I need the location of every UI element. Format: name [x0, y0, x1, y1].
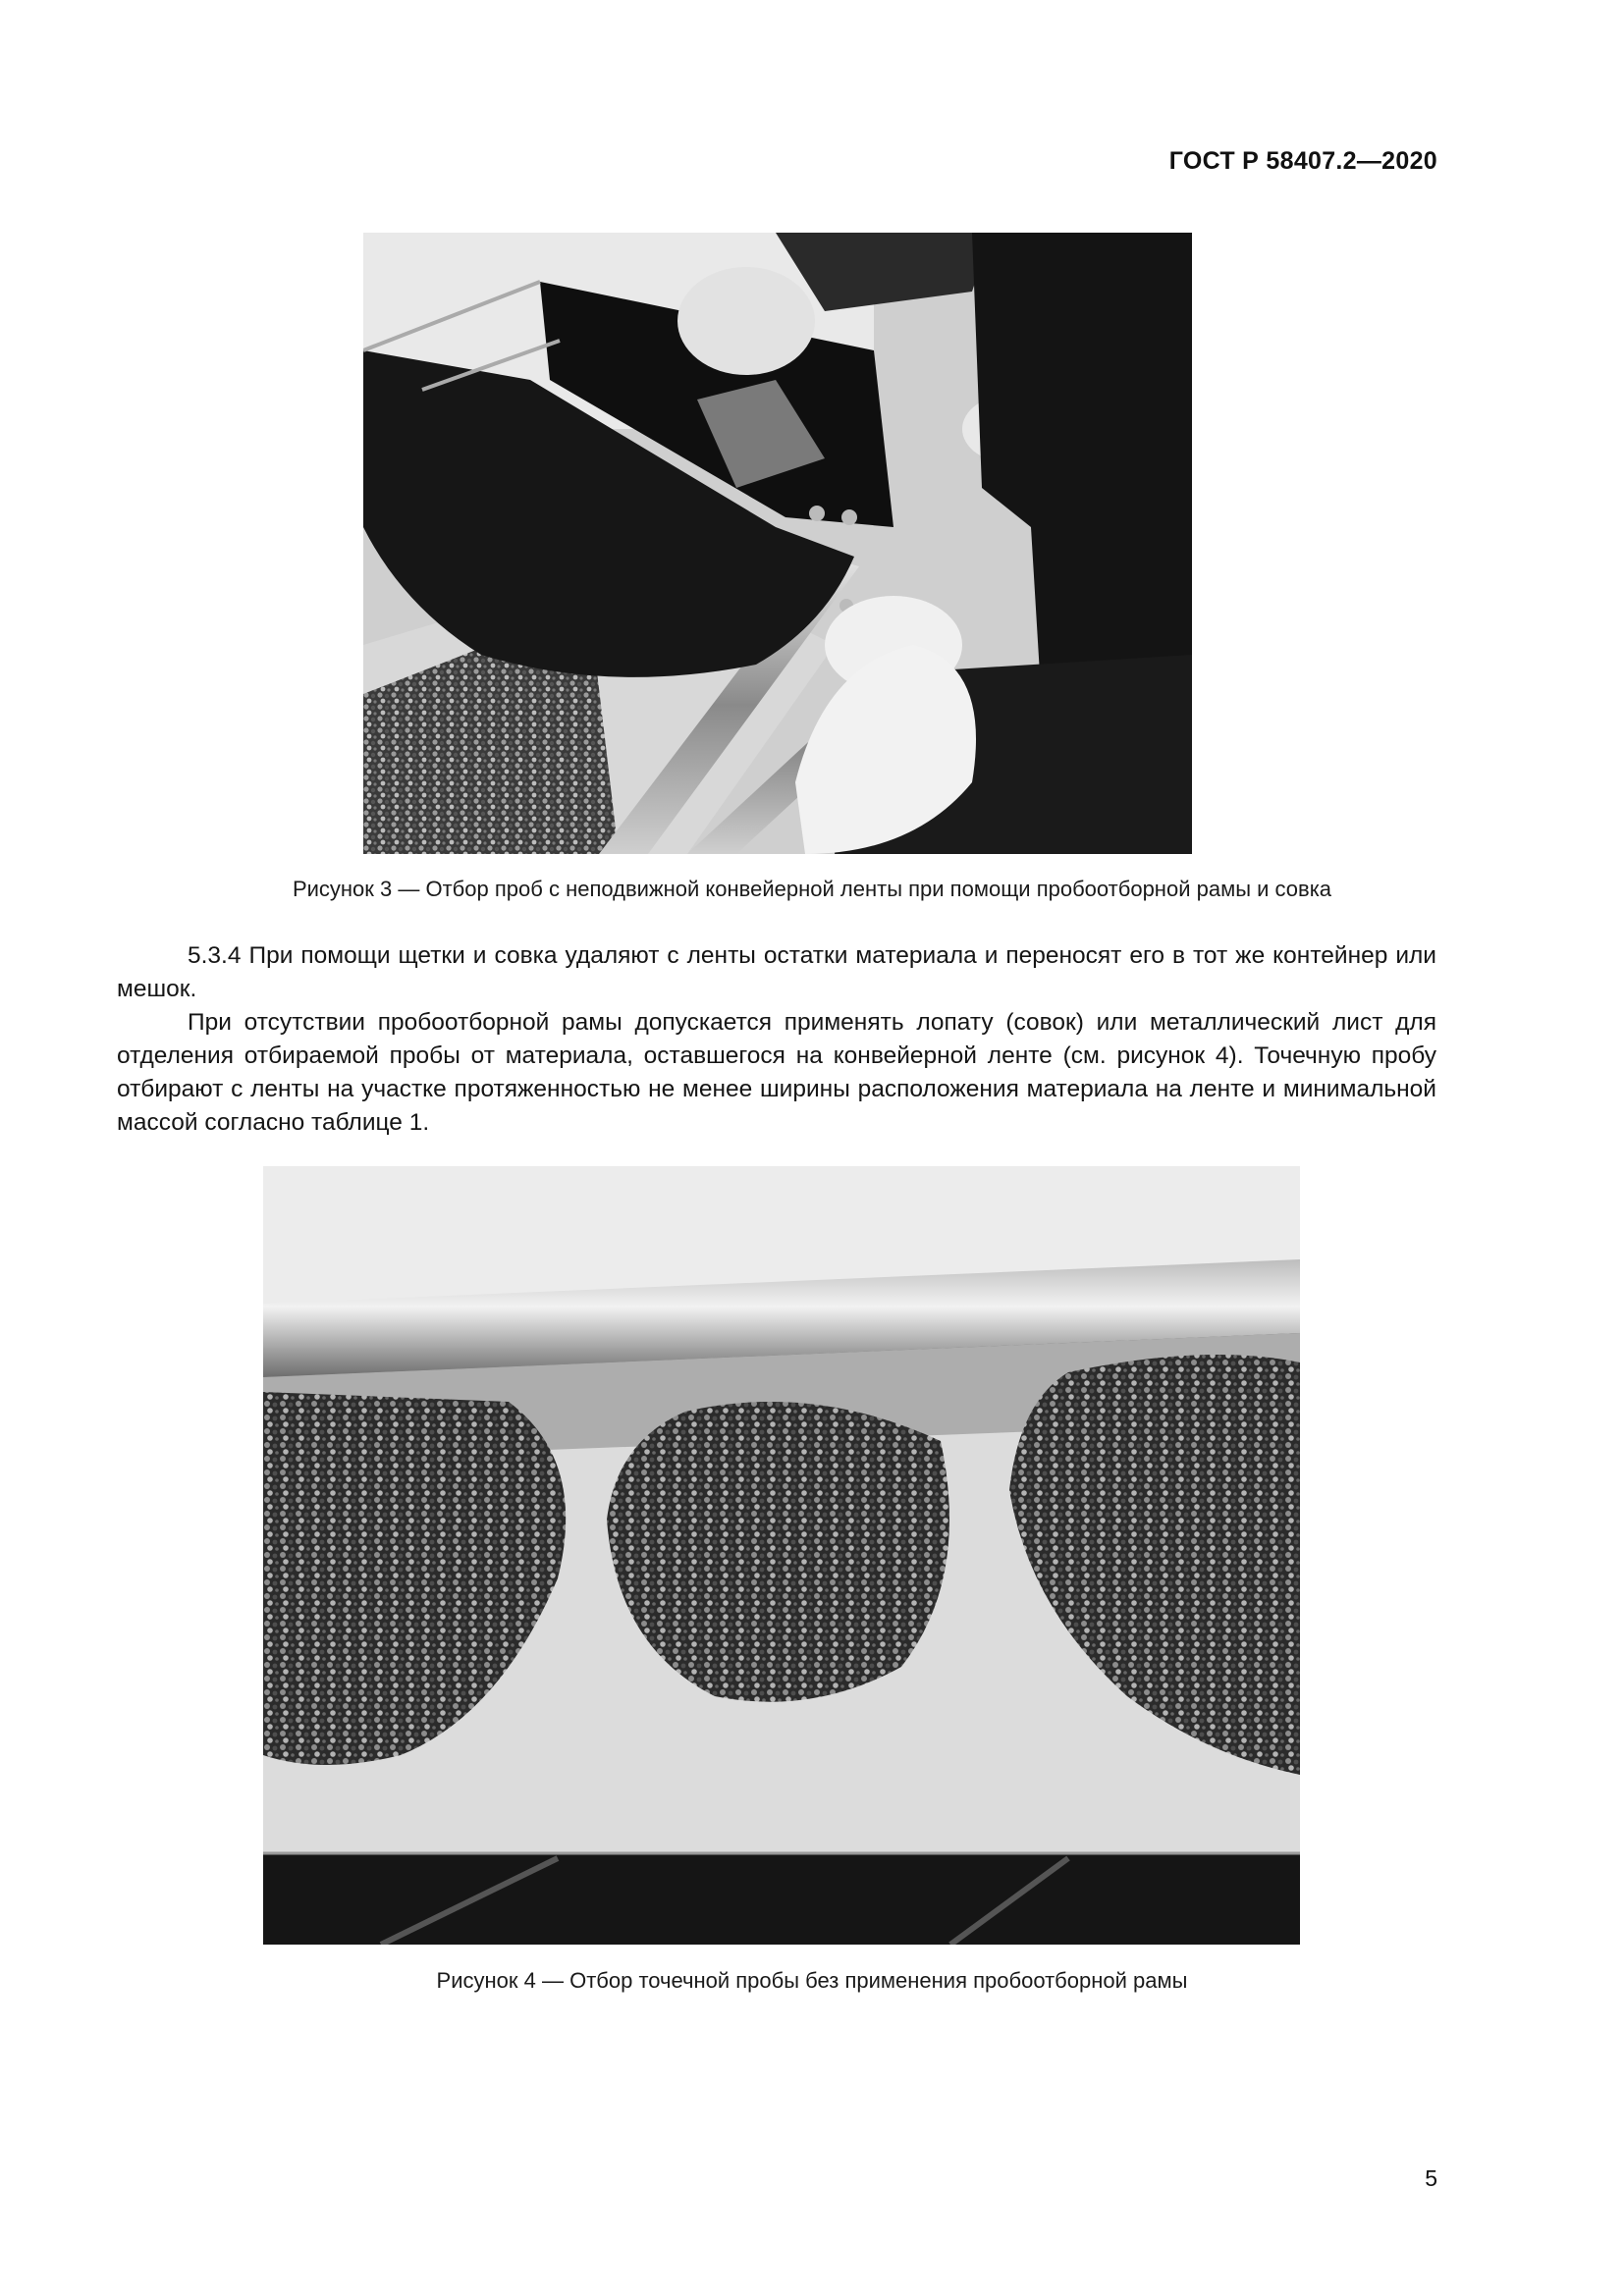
- page-number: 5: [1425, 2165, 1437, 2191]
- figure-4-image: [263, 1166, 1300, 1945]
- figure-3-photo: [363, 233, 1192, 854]
- figure-4-photo: [263, 1166, 1300, 1945]
- figure-3-image: [363, 233, 1192, 854]
- paragraph-5-3-4: [117, 939, 1436, 1006]
- paragraph-sampling-without-frame: [117, 1006, 1436, 1140]
- figure-3-caption: Рисунок 3 — Отбор проб с неподвижной конвейерной ленты при помощи пробоотборной рамы и совка: [292, 877, 1332, 901]
- document-header: ГОСТ Р 58407.2—2020: [1168, 147, 1437, 175]
- paragraph-text: При отсутствии пробоотборной рамы допускается применять лопату (совок) или металлический лист для отделения отбираемой пробы от материала, оставшегося на конвейерной ленте (см. рисунок 4). Точечную пробу отбирают с ленты на участке протяженностью не менее ширины расположения материала на ленте и минимальной массой согласно таблице 1.: [117, 1009, 1436, 1136]
- figure-4-caption: Рисунок 4 — Отбор точечной пробы без применения пробоотборной рамы: [436, 1968, 1188, 1993]
- paragraph-text: 5.3.4 При помощи щетки и совка удаляют с ленты остатки материала и переносят его в тот же контейнер или мешок.: [117, 942, 1436, 1002]
